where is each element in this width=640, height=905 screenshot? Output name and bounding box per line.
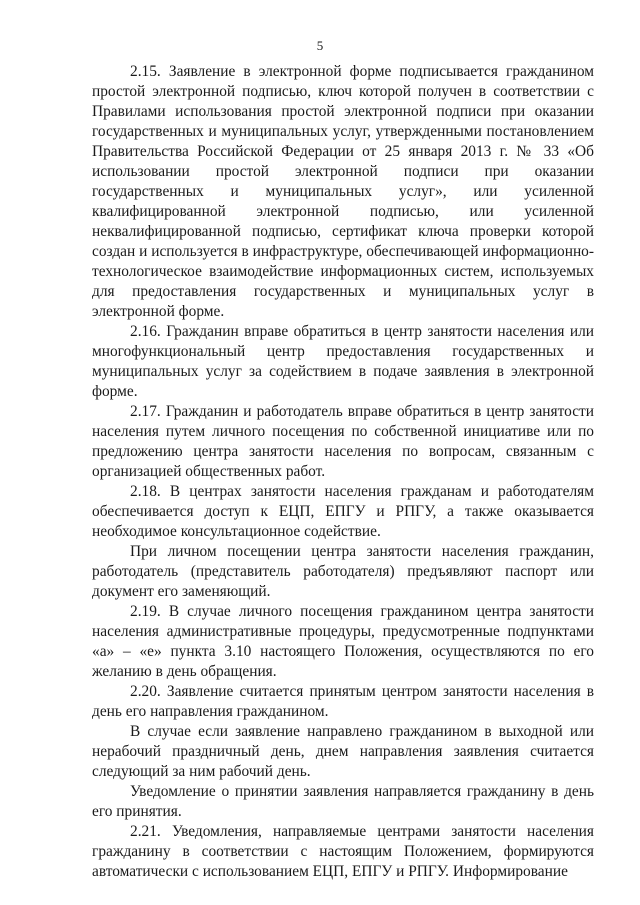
paragraph-2-15: 2.15. Заявление в электронной форме подписывается гражданином простой электронной подписью, ключ которой получен в соответствии с Правилами использования простой электронной подписи при оказании государственных и муниципальных услуг, утвержденными постановлением Правительства Российской Федерации от 25 января 2013 г. № 33 «Об использовании простой электронной подписи при оказании государственных и муниципальных услуг», или усиленной квалифицированной электронной подписью, или усиленной неквалифицированной подписью, сертификат ключа проверки которой создан и используется в инфраструктуре, обеспечивающей информационно-технологическое взаимодействие информационных систем, используемых для предоставления государственных и муниципальных услуг в электронной форме. — [92, 63, 594, 320]
paragraph-2-18: 2.18. В центрах занятости населения гражданам и работодателям обеспечивается доступ к ЕЦП, ЕПГУ и РПГУ, а также оказывается необходимое консультационное содействие. — [92, 483, 594, 540]
paragraph-2-16: 2.16. Гражданин вправе обратиться в центр занятости населения или многофункциональный центр предоставления государственных и муниципальных услуг за содействием в подаче заявления в электронной форме. — [92, 323, 594, 400]
paragraph-2-20: 2.20. Заявление считается принятым центром занятости населения в день его направления гражданином. — [92, 683, 594, 720]
paragraph-2-21: 2.21. Уведомления, направляемые центрами занятости населения гражданину в соответствии с настоящим Положением, формируются автоматически с использованием ЕЦП, ЕПГУ и РПГУ. Информирование — [92, 823, 594, 880]
paragraph-2-18-personal-visit: При личном посещении центра занятости населения гражданин, работодатель (представитель работодателя) предъявляют паспорт или документ его заменяющий. — [92, 543, 594, 600]
paragraph-2-19: 2.19. В случае личного посещения гражданином центра занятости населения административные процедуры, предусмотренные подпунктами «а» – «е» пункта 3.10 настоящего Положения, осуществляются по его желанию в день обращения. — [92, 603, 594, 680]
paragraph-2-20-weekend-rule: В случае если заявление направлено гражданином в выходной или нерабочий праздничный день, днем направления заявления считается следующий за ним рабочий день. — [92, 723, 594, 780]
document-body — [92, 62, 594, 882]
paragraph-2-20-notification: Уведомление о принятии заявления направляется гражданину в день его принятия. — [92, 783, 594, 820]
page-number: 5 — [316, 38, 324, 53]
paragraph-2-17: 2.17. Гражданин и работодатель вправе обратиться в центр занятости населения путем личного посещения по собственной инициативе или по предложению центра занятости населения по вопросам, связанным с организацией общественных работ. — [92, 403, 594, 480]
